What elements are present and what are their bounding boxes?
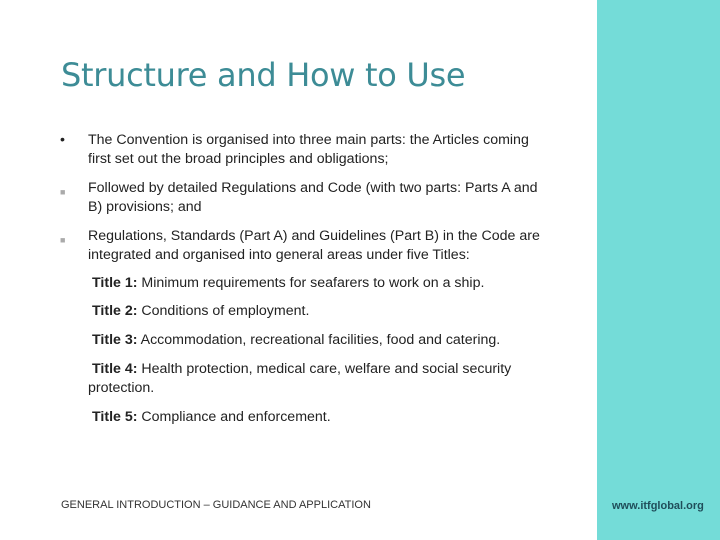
title-label: Title 5: (92, 409, 138, 425)
title-item-1 (88, 274, 552, 293)
slide-title: Structure and How to Use (61, 56, 466, 94)
title-item-2 (88, 302, 552, 321)
title-item-3 (88, 331, 552, 350)
bullet-square-icon: ■ (60, 187, 66, 197)
bullet-item: ■ Followed by detailed Regulations and Code (with two parts: Parts A and B) provisions; and (60, 180, 538, 215)
title-text: Health protection, medical care, welfare and social security protection. (88, 361, 512, 396)
title-item-5 (88, 408, 552, 427)
bullet-square-icon: ■ (60, 235, 66, 245)
title-text: Conditions of employment. (137, 303, 310, 319)
bullet-item: • The Convention is organised into three main parts: the Articles coming first set out the broad principles and obligations; (60, 132, 529, 167)
title-label: Title 1: (92, 275, 138, 291)
footer-text: GENERAL INTRODUCTION – GUIDANCE AND APPLICATION (61, 499, 371, 511)
bullet-dot-icon: • (60, 132, 65, 148)
title-text: Minimum requirements for seafarers to work on a ship. (137, 275, 485, 291)
title-text: Accommodation, recreational facilities, food and catering. (137, 332, 501, 348)
title-label: Title 3: (92, 332, 138, 348)
title-label: Title 4: (92, 361, 138, 377)
title-text: Compliance and enforcement. (137, 409, 331, 425)
title-label: Title 2: (92, 303, 138, 319)
accent-panel (597, 0, 720, 540)
title-item-4 (88, 360, 533, 398)
bullet-item: ■ Regulations, Standards (Part A) and Guidelines (Part B) in the Code are integrated and organised into general areas under five Titles: (60, 228, 540, 263)
website-url[interactable]: www.itfglobal.org (612, 500, 704, 512)
